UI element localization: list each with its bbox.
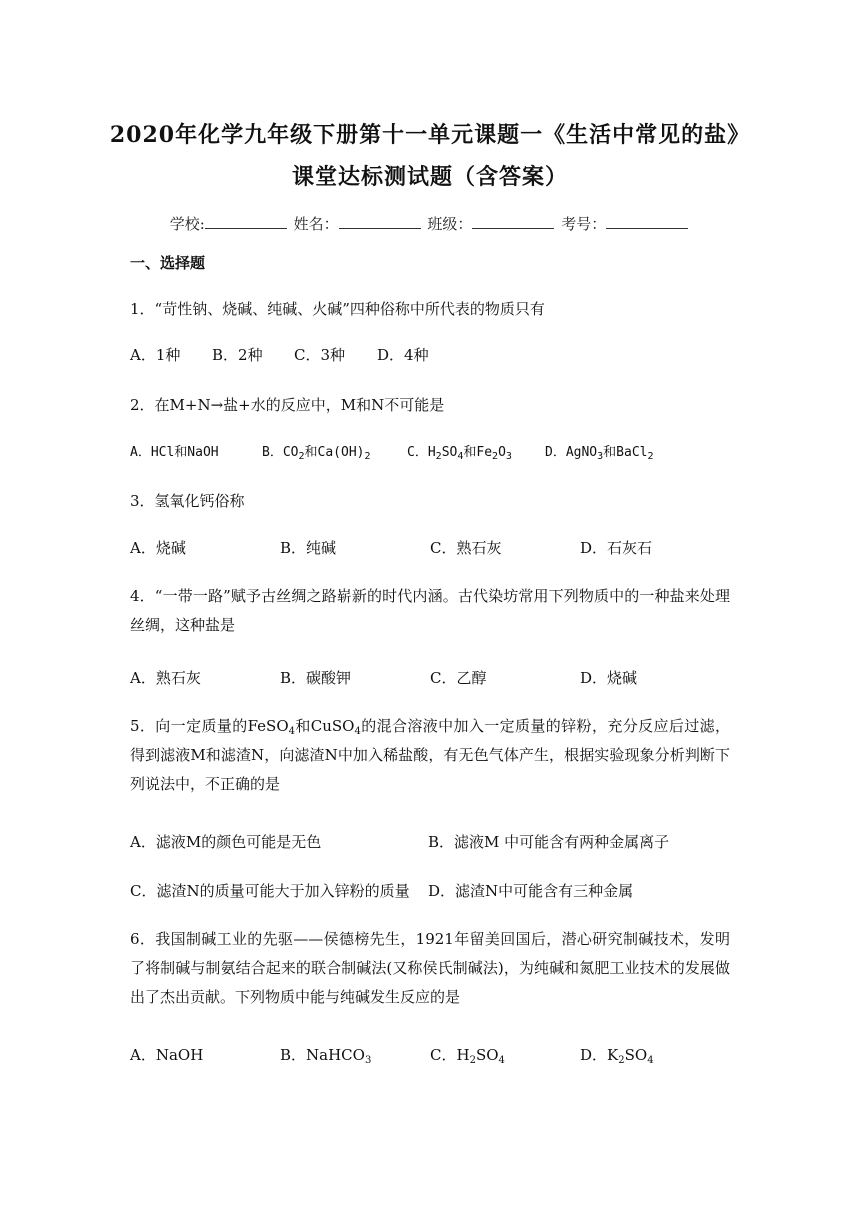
q5-option-a: A．滤液M的颜色可能是无色	[130, 833, 322, 851]
q1-option-c: C．3种	[294, 346, 346, 364]
q1-option-a: A．1种	[130, 346, 181, 364]
name-label: 姓名：	[293, 215, 339, 233]
school-label: 学校:	[169, 215, 205, 233]
student-info-row	[0, 213, 860, 234]
q3-option-a: A．烧碱	[130, 539, 186, 557]
q4-option-b: B．碳酸钾	[280, 669, 352, 687]
school-blank[interactable]	[205, 214, 287, 229]
q2-option-a: A．HCl和NaOH	[130, 445, 219, 460]
class-blank[interactable]	[472, 214, 554, 229]
q5-option-b: B．滤液M 中可能含有两种金属离子	[428, 833, 670, 851]
q4-option-c: C．乙醇	[430, 669, 487, 687]
exam-no-blank[interactable]	[606, 214, 688, 229]
q4-option-a: A．熟石灰	[130, 669, 201, 687]
q6-option-c: C．$H_2SO_4$	[430, 1046, 505, 1066]
exam-no-label: 考号：	[561, 215, 607, 233]
q2-option-d: D．AgNO$_3$和BaCl$_2$	[545, 445, 654, 462]
q6-option-b: B．NaHCO$_3$	[280, 1046, 372, 1066]
title-line-1: 2020年化学九年级下册第十一单元课题一《生活中常见的盐》	[109, 122, 751, 148]
question-6-stem: 6．我国制碱工业的先驱——侯德榜先生，1921年留美回国后，潜心研究制碱技术，发明了将制碱与制氨结合起来的联合制碱法(又称侯氏制碱法)，为纯碱和氮肥工业技术的发展做出了杰出贡献。下列物质中能与纯碱发生反应的是	[130, 930, 730, 1006]
q5-option-d: D．滤渣N中可能含有三种金属	[428, 882, 634, 900]
class-label: 班级：	[427, 215, 473, 233]
q2-option-c: C．$H_2SO_4$和$Fe_2O_3$	[407, 445, 512, 462]
q2-option-b: B．$CO_2$和$Ca(OH)_2$	[262, 445, 371, 462]
q4-option-d: D．烧碱	[580, 669, 638, 687]
q6-option-d: D．$K_2SO_4$	[580, 1046, 654, 1066]
question-5-stem: 5．向一定质量的FeSO$_4$和CuSO$_4$的混合溶液中加入一定质量的锌粉，充分反应后过滤，得到滤液M和滤渣N，向滤渣N中加入稀盐酸，有无色气体产生，根据实验现象分析判断下列说法中，不正确的是	[130, 717, 730, 793]
question-1-stem: 1．“苛性钠、烧碱、纯碱、火碱”四种俗称中所代表的物质只有	[130, 300, 545, 318]
name-blank[interactable]	[339, 214, 421, 229]
q3-option-b: B．纯碱	[280, 539, 337, 557]
question-4-stem: 4．“一带一路”赋予古丝绸之路崭新的时代内涵。古代染坊常用下列物质中的一种盐来处理丝绸，这种盐是	[130, 587, 730, 634]
question-3-stem: 3．氢氧化钙俗称	[130, 492, 245, 510]
title-line-2: 课堂达标测试题（含答案）	[291, 164, 568, 190]
q6-option-a: A．NaOH	[130, 1046, 204, 1064]
question-2-stem: 2．在M+N→盐+水的反应中，M和N不可能是	[130, 396, 445, 414]
q1-option-d: D．4种	[377, 346, 429, 364]
q1-option-b: B．2种	[212, 346, 263, 364]
q3-option-c: C．熟石灰	[430, 539, 502, 557]
section-heading: 一、选择题	[130, 254, 206, 272]
q5-option-c: C．滤渣N的质量可能大于加入锌粉的质量	[130, 882, 410, 900]
q3-option-d: D．石灰石	[580, 539, 653, 557]
